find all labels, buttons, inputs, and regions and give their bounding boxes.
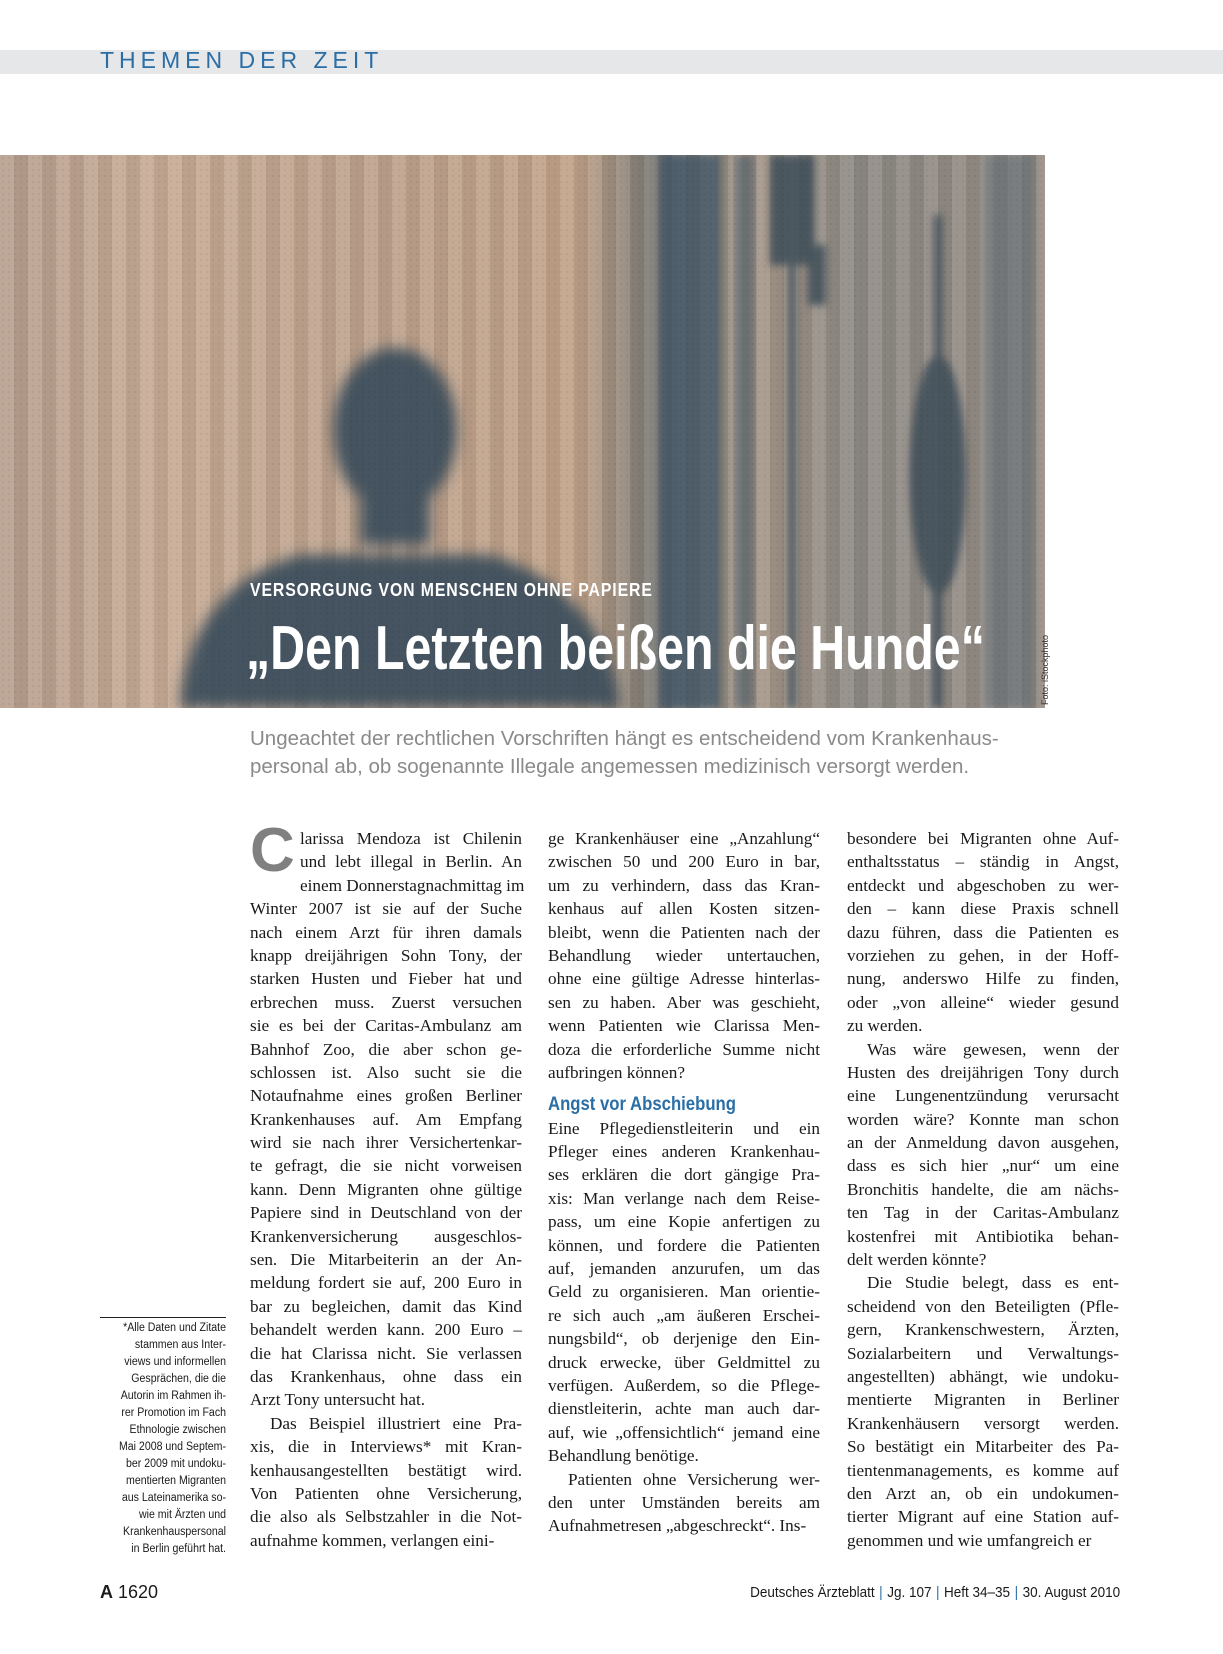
- footnote-rule: [100, 1317, 226, 1318]
- text-line: die also als Selbstzahler in die Not-: [250, 1507, 522, 1527]
- text-line: ten Tag in der Caritas-Ambulanz: [847, 1203, 1119, 1223]
- text-line: Patienten ohne Versicherung wer-: [568, 1469, 820, 1489]
- text-line: kann. Denn Migranten ohne gültige: [250, 1179, 522, 1199]
- text-line: Pfleger eines anderen Krankenhau-: [548, 1142, 820, 1162]
- footnote-line: in Berlin geführt hat.: [131, 1543, 226, 1555]
- text-line: ohne eine gültige Adresse hinterlas-: [548, 969, 820, 989]
- body-column-3: [847, 827, 1119, 1552]
- text-line: oder „von alleine“ wieder gesund: [847, 992, 1119, 1012]
- article-headline: „Den Letzten beißen die Hunde“: [246, 614, 985, 683]
- text-line: nach einem Arzt für ihren damals: [250, 922, 522, 942]
- text-line: Sozialarbeitern und Verwaltungs-: [847, 1343, 1119, 1363]
- text-line: zu werden.: [847, 1016, 923, 1036]
- drop-cap: C: [250, 816, 295, 885]
- article-kicker: VERSORGUNG VON MENSCHEN OHNE PAPIERE: [250, 580, 653, 600]
- text-line: pass, um eine Kopie anfertigen zu: [548, 1212, 820, 1232]
- text-line: scheidend von den Beteiligten (Pfle-: [847, 1296, 1119, 1316]
- lead-line: Ungeachtet der rechtlichen Vorschriften hängt es entscheidend vom Krankenhaus-: [250, 727, 999, 750]
- text-line: Geld zu organisieren. Man orientie-: [548, 1282, 820, 1302]
- text-line: wird sie nach ihrer Versichertenkar-: [250, 1133, 522, 1153]
- text-line: ge Krankenhäuser eine „Anzahlung“: [548, 829, 820, 848]
- text-line: einem Donnerstagnachmittag im: [300, 875, 525, 895]
- text-line: Arzt Tony untersucht hat.: [250, 1390, 426, 1410]
- text-line: So bestätigt ein Mitarbeiter des Pa-: [847, 1437, 1119, 1457]
- text-line: tientenmanagements, es komme auf: [847, 1460, 1119, 1480]
- body-column-1: [250, 816, 525, 1552]
- text-line: delt werden könnte?: [847, 1250, 987, 1270]
- footnote-line: rer Promotion im Fach: [121, 1407, 226, 1419]
- text-line: Bronchitis handelte, die am nächs-: [847, 1179, 1119, 1199]
- text-line: die hat Clarissa nicht. Sie verlassen: [250, 1343, 522, 1363]
- text-line: sen. Die Mitarbeiterin an der An-: [250, 1250, 522, 1270]
- text-line: Behandlung benötige.: [548, 1446, 699, 1466]
- footnote-line: aus Lateinamerika so-: [121, 1492, 226, 1504]
- journal-name: Deutsches Ärzteblatt: [749, 1584, 875, 1601]
- section-title: THEMEN DER ZEIT: [100, 47, 384, 73]
- text-line: dienstleiterin, achte man auch dar-: [548, 1399, 820, 1419]
- photo-credit: Foto: iStockphoto: [1040, 634, 1050, 705]
- footnote-line: ber 2009 mit undoku-: [126, 1458, 226, 1470]
- text-line: verfügen. Außerdem, so die Pflege-: [548, 1375, 820, 1395]
- text-line: larissa Mendoza ist Chilenin: [300, 829, 522, 848]
- text-line: den – kann diese Praxis schnell: [847, 899, 1119, 919]
- text-line: eine Lungenentzündung verursacht: [847, 1086, 1119, 1106]
- footnote-line: stammen aus Inter-: [134, 1339, 226, 1351]
- text-line: enthaltsstatus – ständig in Angst,: [847, 852, 1119, 872]
- text-line: Krankenversicherung ausgeschlos-: [250, 1226, 522, 1246]
- footnote-line: *Alle Daten und Zitate: [123, 1322, 226, 1334]
- text-line: Was wäre gewesen, wenn der: [867, 1039, 1119, 1059]
- text-line: Husten des dreijährigen Tony durch: [847, 1062, 1119, 1082]
- text-line: nungsbild“, ob derjenige den Ein-: [548, 1329, 820, 1349]
- text-line: Notaufnahme eines großen Berliner: [250, 1086, 522, 1106]
- text-line: sie es bei der Caritas-Ambulanz am: [250, 1016, 522, 1036]
- text-line: Krankenhäusern versorgt werden.: [847, 1413, 1119, 1433]
- text-line: Papiere sind in Deutschland von der: [250, 1203, 522, 1223]
- text-line: Winter 2007 ist sie auf der Suche: [250, 899, 522, 919]
- text-line: Behandlung wieder untertauchen,: [548, 945, 820, 965]
- footnote-line: Krankenhauspersonal: [123, 1526, 226, 1538]
- text-line: aufnahme kommen, verlangen eini-: [250, 1530, 495, 1550]
- footnote-line: wie mit Ärzten und: [138, 1509, 226, 1521]
- footnote: [106, 1320, 226, 1558]
- footnote-line: Ethnologie zwischen: [129, 1424, 226, 1436]
- text-line: erbrechen muss. Zuerst versuchen: [250, 992, 522, 1012]
- footnote-line: Mai 2008 und Septem-: [118, 1441, 226, 1453]
- text-line: behandelt werden kann. 200 Euro –: [250, 1320, 522, 1340]
- page-folio: [100, 1582, 158, 1603]
- text-line: aufbringen können?: [548, 1062, 685, 1082]
- text-line: Eine Pflegedienstleiterin und ein: [548, 1118, 820, 1138]
- text-line: können, und fordere die Patienten: [548, 1235, 820, 1255]
- text-line: und lebt illegal in Berlin. An: [300, 852, 522, 872]
- text-line: te gefragt, die sie nicht vorweisen: [250, 1156, 522, 1176]
- text-line: vorziehen zu gehen, in der Hoff-: [847, 945, 1119, 965]
- text-line: knapp dreijährigen Sohn Tony, der: [250, 945, 522, 965]
- footnote-line: views und informellen: [124, 1356, 226, 1368]
- text-line: das Krankenhaus, ohne dass ein: [250, 1366, 522, 1386]
- text-line: druck erwecke, über Geldmittel zu: [548, 1352, 820, 1372]
- text-line: sen zu haben. Aber was geschieht,: [548, 992, 820, 1012]
- text-line: bleibt, wenn die Patienten nach der: [548, 922, 820, 942]
- text-line: Aufnahmetresen „abgeschreckt“. Ins-: [548, 1516, 807, 1536]
- text-line: doza die erforderliche Summe nicht: [548, 1039, 820, 1059]
- text-line: den Arzt an, ob ein undokumen-: [847, 1483, 1119, 1503]
- text-line: entdeckt und abgeschoben zu wer-: [847, 875, 1119, 895]
- text-line: Krankenhauses auf. Am Empfang: [250, 1109, 522, 1129]
- text-line: kostenfrei mit Antibiotika behan-: [847, 1226, 1119, 1246]
- page-prefix: A: [100, 1582, 113, 1602]
- text-line: xis: Man verlange nach dem Reise-: [548, 1188, 820, 1208]
- footnote-line: Autorin im Rahmen ih-: [120, 1390, 226, 1402]
- footnote-line: Gesprächen, die die: [131, 1373, 226, 1385]
- text-line: nung, anderswo Hilfe zu finden,: [847, 969, 1119, 989]
- text-line: starken Husten und Fieber hat und: [250, 969, 522, 989]
- section-subhead: Angst vor Abschiebung: [548, 1094, 736, 1116]
- text-line: meldung fordert sie auf, 200 Euro in: [250, 1273, 522, 1293]
- text-line: worden wäre? Konnte man schon: [847, 1109, 1119, 1129]
- footer-separator: |: [935, 1584, 940, 1601]
- text-line: re sich auch „am äußeren Erschei-: [548, 1305, 820, 1325]
- text-line: xis, die in Interviews* mit Kran-: [250, 1437, 522, 1457]
- text-line: kenhausangestellten bestätigt wird.: [250, 1460, 522, 1480]
- page-number: 1620: [118, 1582, 159, 1602]
- text-line: tierter Migrant auf eine Station auf-: [847, 1507, 1119, 1527]
- text-line: Das Beispiel illustriert eine Pra-: [270, 1413, 522, 1433]
- journal-issue: Heft 34–35: [943, 1584, 1010, 1601]
- journal-date: 30. August 2010: [1022, 1584, 1120, 1601]
- text-line: mentierte Migranten in Berliner: [847, 1390, 1119, 1410]
- article-lead: [250, 725, 1110, 781]
- body-column-2: [548, 827, 820, 1538]
- text-line: Die Studie belegt, dass es ent-: [867, 1273, 1119, 1293]
- text-line: gern, Krankenschwestern, Ärzten,: [847, 1320, 1119, 1340]
- text-line: auf, jemanden anzurufen, um das: [548, 1259, 820, 1279]
- text-line: um zu verhindern, dass das Kran-: [548, 875, 820, 895]
- footnote-line: mentierten Migranten: [126, 1475, 226, 1487]
- text-line: an der Anmeldung davon ausgehen,: [847, 1133, 1119, 1153]
- footer-separator: |: [879, 1584, 883, 1601]
- text-line: ses erklären die dort gängige Pra-: [548, 1165, 820, 1185]
- lead-line: personal ab, ob sogenannte Illegale angemessen medizinisch versorgt werden.: [250, 755, 970, 778]
- text-line: wenn Patienten wie Clarissa Men-: [548, 1016, 820, 1036]
- text-line: den unter Umständen bereits am: [548, 1492, 820, 1512]
- text-line: bar zu begleichen, damit das Kind: [250, 1296, 522, 1316]
- text-line: zwischen 50 und 200 Euro in bar,: [548, 852, 820, 872]
- text-line: schlossen ist. Also sucht sie die: [250, 1062, 522, 1082]
- text-line: angestellten) abhängt, wie undoku-: [847, 1366, 1119, 1386]
- journal-volume: Jg. 107: [887, 1584, 932, 1601]
- text-line: dass es sich hier „nur“ um eine: [847, 1156, 1119, 1176]
- text-line: kenhaus auf allen Kosten sitzen-: [548, 899, 820, 919]
- text-line: auf, wie „offensichtlich“ jemand eine: [548, 1422, 820, 1442]
- text-line: genommen und wie umfangreich er: [847, 1530, 1092, 1550]
- journal-footer: [750, 1584, 1120, 1601]
- text-line: Von Patienten ohne Versicherung,: [250, 1483, 522, 1503]
- text-line: Bahnhof Zoo, die aber schon ge-: [250, 1039, 522, 1059]
- footer-separator: |: [1014, 1584, 1018, 1601]
- text-line: besondere bei Migranten ohne Auf-: [847, 829, 1119, 848]
- text-line: dazu führen, dass die Patienten es: [847, 922, 1119, 942]
